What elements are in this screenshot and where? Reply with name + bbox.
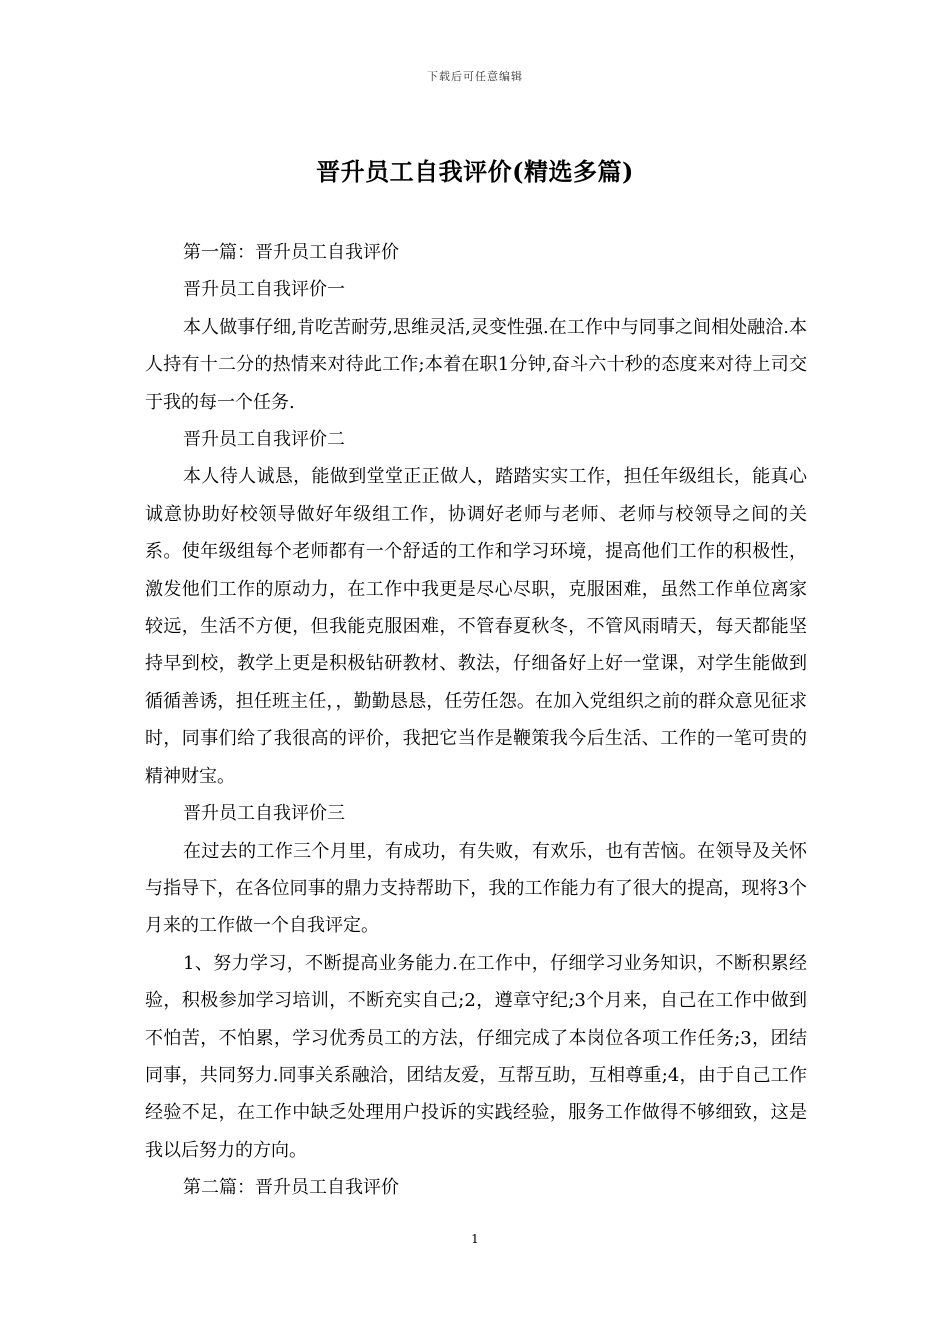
subheading-evaluation-three: 晋升员工自我评价三	[183, 803, 345, 825]
paragraph-evaluation-one: 本人做事仔细,肯吃苦耐劳,思维灵活,灵变性强.在工作中与同事之间相处融洽.本人持有十二分的热情来对待此工作;本着在职1分钟,奋斗六十秒的态度来对待上司交于我的每一个任务.	[145, 316, 807, 413]
paragraph-evaluation-three-details: 1、努力学习，不断提高业务能力.在工作中，仔细学习业务知识，不断积累经验，积极参加学习培训，不断充实自己;2，遵章守纪;3个月来，自己在工作中做到不怕苦，不怕累，学习优秀员工的方法，仔细完成了本岗位各项工作任务;3，团结同事，共同努力.同事关系融洽，团结友爱，互帮互助，互相尊重;4，由于自己工作经验不足，在工作中缺乏处理用户投诉的实践经验，服务工作做得不够细致，这是我以后努力的方向。	[145, 952, 807, 1161]
subheading-evaluation-one: 晋升员工自我评价一	[183, 279, 345, 301]
page-header-note: 下载后可任意编辑	[427, 70, 523, 83]
document-body	[145, 234, 807, 1207]
section-heading-part-two: 第二篇：晋升员工自我评价	[183, 1177, 399, 1199]
page-number: 1	[471, 1232, 479, 1246]
document-title: 晋升员工自我评价(精选多篇)	[316, 157, 634, 186]
subheading-evaluation-two: 晋升员工自我评价二	[183, 429, 345, 451]
paragraph-evaluation-three: 在过去的工作三个月里，有成功，有失败，有欢乐，也有苦恼。在领导及关怀与指导下，在各位同事的鼎力支持帮助下，我的工作能力有了很大的提高，现将3个月来的工作做一个自我评定。	[145, 840, 807, 937]
section-heading-part-one: 第一篇：晋升员工自我评价	[183, 242, 399, 263]
paragraph-evaluation-two: 本人待人诚恳，能做到堂堂正正做人，踏踏实实工作，担任年级组长，能真心诚意协助好校领导做好年级组工作，协调好老师与老师、老师与校领导之间的关系。使年级组每个老师都有一个舒适的工作和学习环境，提高他们工作的积极性，激发他们工作的原动力，在工作中我更是尽心尽职，克服困难，虽然工作单位离家较远，生活不方便，但我能克服困难，不管春夏秋冬，不管风雨晴天，每天都能坚持早到校，教学上更是积极钻研教材、教法，仔细备好上好一堂课，对学生能做到循循善诱，担任班主任，，勤勤恳恳，任劳任怨。在加入党组织之前的群众意见征求时，同事们给了我很高的评价，我把它当作是鞭策我今后生活、工作的一笔可贵的精神财宝。	[145, 466, 807, 787]
